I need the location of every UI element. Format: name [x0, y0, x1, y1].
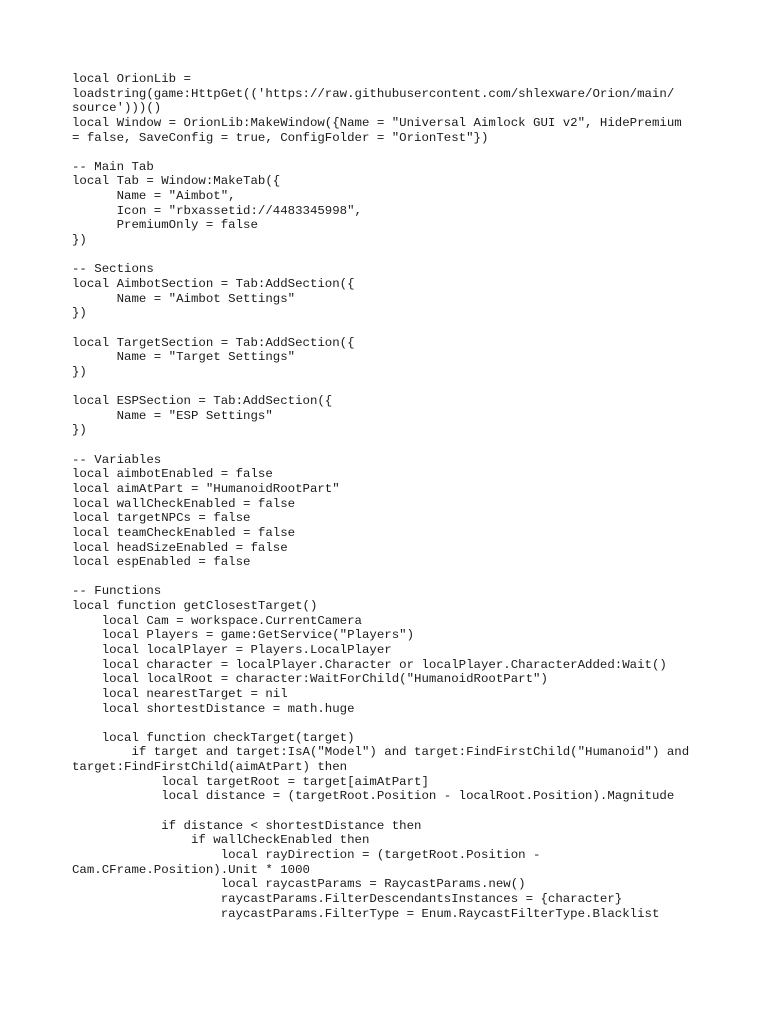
code-line: local wallCheckEnabled = false — [72, 496, 296, 511]
code-line: Name = "Target Settings" — [72, 350, 296, 365]
code-line: local aimbotEnabled = false — [72, 467, 273, 482]
code-line: raycastParams.FilterType = Enum.RaycastFilterType.Blacklist — [72, 906, 660, 921]
code-line — [72, 379, 712, 394]
code-line: -- Sections — [72, 262, 154, 277]
code-line: local function checkTarget(target) — [72, 730, 355, 745]
code-line: local rayDirection = (targetRoot.Position - — [72, 847, 541, 862]
code-line: local nearestTarget = nil — [72, 686, 288, 701]
code-line: }) — [72, 364, 87, 379]
code-line: PremiumOnly = false — [72, 218, 258, 233]
code-line: local targetRoot = target[aimAtPart] — [72, 774, 429, 789]
code-line: local Cam = workspace.CurrentCamera — [72, 613, 362, 628]
code-line: if distance < shortestDistance then — [72, 818, 422, 833]
code-line: local aimAtPart = "HumanoidRootPart" — [72, 481, 340, 496]
code-line: local teamCheckEnabled = false — [72, 525, 296, 540]
code-listing — [72, 72, 712, 921]
code-line: local function getClosestTarget() — [72, 599, 318, 614]
code-line: if wallCheckEnabled then — [72, 833, 370, 848]
code-line: }) — [72, 306, 87, 321]
code-line: Name = "ESP Settings" — [72, 408, 273, 423]
code-line: -- Variables — [72, 452, 162, 467]
code-line: local AimbotSection = Tab:AddSection({ — [72, 276, 355, 291]
code-line: }) — [72, 423, 87, 438]
code-line: loadstring(game:HttpGet(('https://raw.githubusercontent.com/shlexware/Orion/main/ — [72, 86, 675, 101]
code-line — [72, 570, 712, 585]
code-line: Name = "Aimbot Settings" — [72, 291, 296, 306]
code-line: Icon = "rbxassetid://4483345998", — [72, 203, 362, 218]
code-line — [72, 248, 712, 263]
code-line: local shortestDistance = math.huge — [72, 701, 355, 716]
code-line: local character = localPlayer.Character or localPlayer.CharacterAdded:Wait() — [72, 657, 667, 672]
code-line: local Players = game:GetService("Players") — [72, 628, 415, 643]
code-line: local ESPSection = Tab:AddSection({ — [72, 394, 333, 409]
code-line — [72, 321, 712, 336]
code-line — [72, 804, 712, 819]
code-line: source')))() — [72, 101, 162, 116]
code-line: Cam.CFrame.Position).Unit * 1000 — [72, 862, 310, 877]
code-line: local localPlayer = Players.LocalPlayer — [72, 642, 392, 657]
code-line: if target and target:IsA("Model") and target:FindFirstChild("Humanoid") and — [72, 745, 690, 760]
code-line: local OrionLib = — [72, 72, 191, 86]
code-line: Name = "Aimbot", — [72, 189, 236, 204]
code-line: local Window = OrionLib:MakeWindow({Name = "Universal Aimlock GUI v2", HidePremium — [72, 115, 682, 130]
code-line — [72, 716, 712, 731]
code-line: local targetNPCs = false — [72, 511, 251, 526]
code-line: }) — [72, 233, 87, 248]
code-line: target:FindFirstChild(aimAtPart) then — [72, 760, 348, 775]
code-line: -- Functions — [72, 584, 162, 599]
code-line — [72, 438, 712, 453]
code-line — [72, 145, 712, 160]
code-line: local headSizeEnabled = false — [72, 540, 288, 555]
code-line: local localRoot = character:WaitForChild("HumanoidRootPart") — [72, 672, 548, 687]
code-line: local espEnabled = false — [72, 555, 251, 570]
code-line: local Tab = Window:MakeTab({ — [72, 174, 281, 189]
code-line: raycastParams.FilterDescendantsInstances = {character} — [72, 891, 623, 906]
code-line: local distance = (targetRoot.Position - localRoot.Position).Magnitude — [72, 789, 675, 804]
code-line: local TargetSection = Tab:AddSection({ — [72, 335, 355, 350]
code-line: = false, SaveConfig = true, ConfigFolder = "OrionTest"}) — [72, 130, 489, 145]
code-line: local raycastParams = RaycastParams.new() — [72, 877, 526, 892]
code-line: -- Main Tab — [72, 159, 154, 174]
